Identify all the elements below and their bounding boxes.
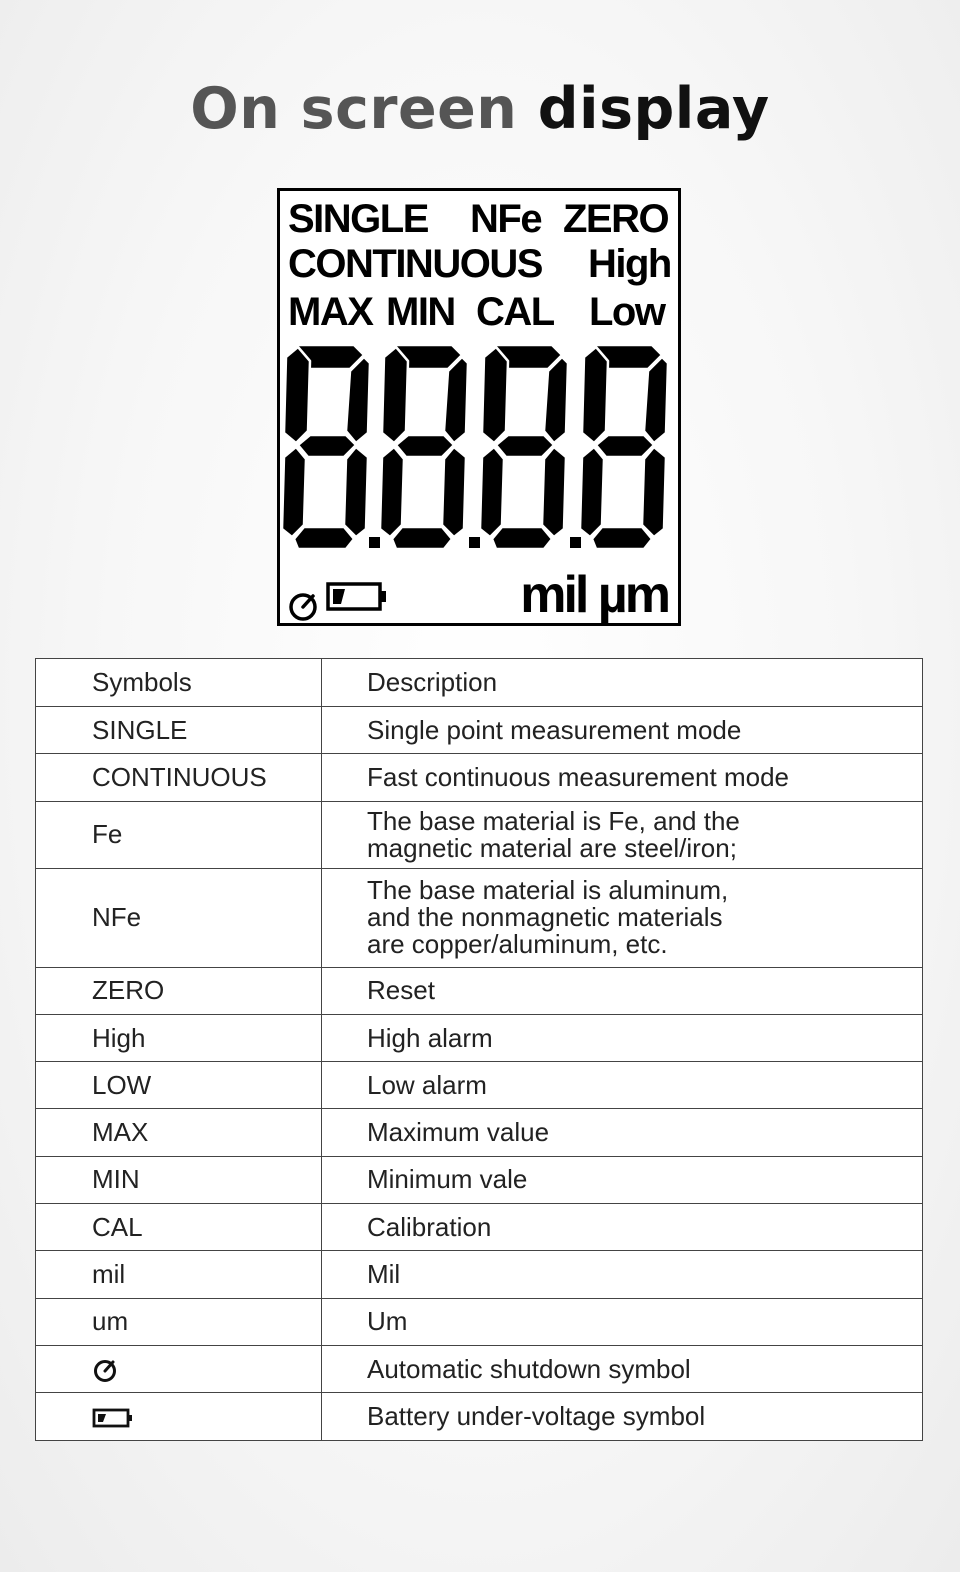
lcd-digit-2 bbox=[380, 345, 468, 549]
symbol-cell bbox=[36, 707, 322, 754]
symbol-text: High bbox=[92, 1022, 146, 1053]
table-row bbox=[36, 1345, 923, 1392]
page-title bbox=[0, 76, 960, 142]
table-row bbox=[36, 1251, 923, 1298]
table-row bbox=[36, 868, 923, 967]
description-cell bbox=[322, 1014, 923, 1061]
symbol-cell bbox=[36, 1156, 322, 1203]
lcd-units-label: mil µm bbox=[520, 566, 668, 624]
symbol-cell bbox=[36, 868, 322, 967]
description-line: Automatic shutdown symbol bbox=[367, 1353, 691, 1384]
lcd-cal-label: CAL bbox=[476, 290, 554, 334]
description-line: magnetic material are steel/iron; bbox=[367, 832, 737, 863]
symbol-cell bbox=[36, 1204, 322, 1251]
lcd-digit-3 bbox=[480, 345, 568, 549]
table-row bbox=[36, 1062, 923, 1109]
symbol-text: NFe bbox=[92, 902, 142, 933]
symbol-text: Fe bbox=[92, 819, 123, 850]
lcd-seven-segment-digits bbox=[280, 339, 678, 559]
table-row bbox=[36, 707, 923, 754]
symbol-text: um bbox=[92, 1306, 129, 1337]
lcd-high-label: High bbox=[588, 242, 671, 286]
header-symbols: Symbols bbox=[36, 659, 322, 707]
table-row bbox=[36, 754, 923, 801]
description-line: Reset bbox=[367, 975, 435, 1006]
symbol-cell bbox=[36, 1298, 322, 1345]
description-cell bbox=[322, 707, 923, 754]
description-cell bbox=[322, 754, 923, 801]
description-line: Maximum value bbox=[367, 1117, 550, 1148]
description-line: and the nonmagnetic materials bbox=[367, 902, 723, 933]
lcd-low-label: Low bbox=[589, 290, 665, 334]
table-row bbox=[36, 1393, 923, 1440]
description-cell bbox=[322, 801, 923, 868]
symbol-text: mil bbox=[92, 1259, 126, 1290]
description-line: Fast continuous measurement mode bbox=[367, 761, 789, 792]
description-cell bbox=[322, 1251, 923, 1298]
symbol-cell bbox=[36, 754, 322, 801]
lcd-digit-1 bbox=[282, 345, 370, 549]
symbol-cell bbox=[36, 1251, 322, 1298]
table-row bbox=[36, 1298, 923, 1345]
symbol-cell bbox=[36, 1393, 322, 1440]
symbol-text: MIN bbox=[92, 1164, 140, 1195]
lcd-single-label: SINGLE bbox=[288, 197, 428, 241]
symbol-text: CAL bbox=[92, 1211, 143, 1242]
symbol-text: CONTINUOUS bbox=[92, 761, 267, 792]
symbol-text: LOW bbox=[92, 1069, 152, 1100]
description-cell bbox=[322, 1109, 923, 1156]
lcd-min-label: MIN bbox=[386, 290, 455, 334]
description-line: The base material is aluminum, bbox=[367, 875, 729, 906]
description-cell bbox=[322, 1393, 923, 1440]
description-cell bbox=[322, 868, 923, 967]
title-part2: display bbox=[537, 76, 770, 142]
description-cell bbox=[322, 1156, 923, 1203]
description-line: Minimum vale bbox=[367, 1164, 528, 1195]
symbol-text: SINGLE bbox=[92, 714, 188, 745]
description-line: Calibration bbox=[367, 1211, 492, 1242]
lcd-nfe-label: NFe bbox=[470, 197, 542, 241]
description-cell bbox=[322, 967, 923, 1014]
description-line: Low alarm bbox=[367, 1069, 487, 1100]
description-cell bbox=[322, 1298, 923, 1345]
symbol-cell bbox=[36, 801, 322, 868]
description-line: are copper/aluminum, etc. bbox=[367, 929, 668, 960]
symbol-text: ZERO bbox=[92, 975, 165, 1006]
table-row bbox=[36, 1014, 923, 1061]
symbols-table bbox=[35, 658, 923, 1441]
symbol-text: MAX bbox=[92, 1117, 149, 1148]
lcd-digit-4 bbox=[580, 345, 668, 549]
lcd-zero-label: ZERO bbox=[563, 197, 669, 241]
table-row bbox=[36, 1109, 923, 1156]
description-line: Um bbox=[367, 1306, 408, 1337]
table-row bbox=[36, 801, 923, 868]
description-line: Mil bbox=[367, 1259, 401, 1290]
symbol-cell bbox=[36, 1062, 322, 1109]
description-line: Single point measurement mode bbox=[367, 714, 742, 745]
symbol-cell bbox=[36, 1014, 322, 1061]
auto-shutdown-icon bbox=[286, 589, 320, 623]
description-cell bbox=[322, 1062, 923, 1109]
description-line: High alarm bbox=[367, 1022, 493, 1053]
title-part1: On screen bbox=[190, 76, 518, 142]
lcd-decimal-point-3 bbox=[570, 537, 581, 548]
lcd-decimal-point-2 bbox=[469, 537, 480, 548]
lcd-display bbox=[277, 188, 681, 626]
battery-icon bbox=[326, 581, 388, 613]
description-cell bbox=[322, 1345, 923, 1392]
table-row bbox=[36, 1204, 923, 1251]
symbol-cell bbox=[36, 1345, 322, 1392]
description-line: The base material is Fe, and the bbox=[367, 805, 740, 836]
battery-icon bbox=[92, 1401, 134, 1431]
table-row bbox=[36, 1156, 923, 1203]
table-row bbox=[36, 967, 923, 1014]
description-cell bbox=[322, 1204, 923, 1251]
symbol-cell bbox=[36, 1109, 322, 1156]
description-line: Battery under-voltage symbol bbox=[367, 1400, 706, 1431]
lcd-continuous-label: CONTINUOUS bbox=[288, 242, 542, 286]
header-description: Description bbox=[322, 659, 923, 707]
auto-shutdown-icon bbox=[92, 1353, 118, 1383]
lcd-max-label: MAX bbox=[288, 290, 373, 334]
table-header-row bbox=[36, 659, 923, 707]
symbol-cell bbox=[36, 967, 322, 1014]
lcd-decimal-point-1 bbox=[369, 537, 380, 548]
